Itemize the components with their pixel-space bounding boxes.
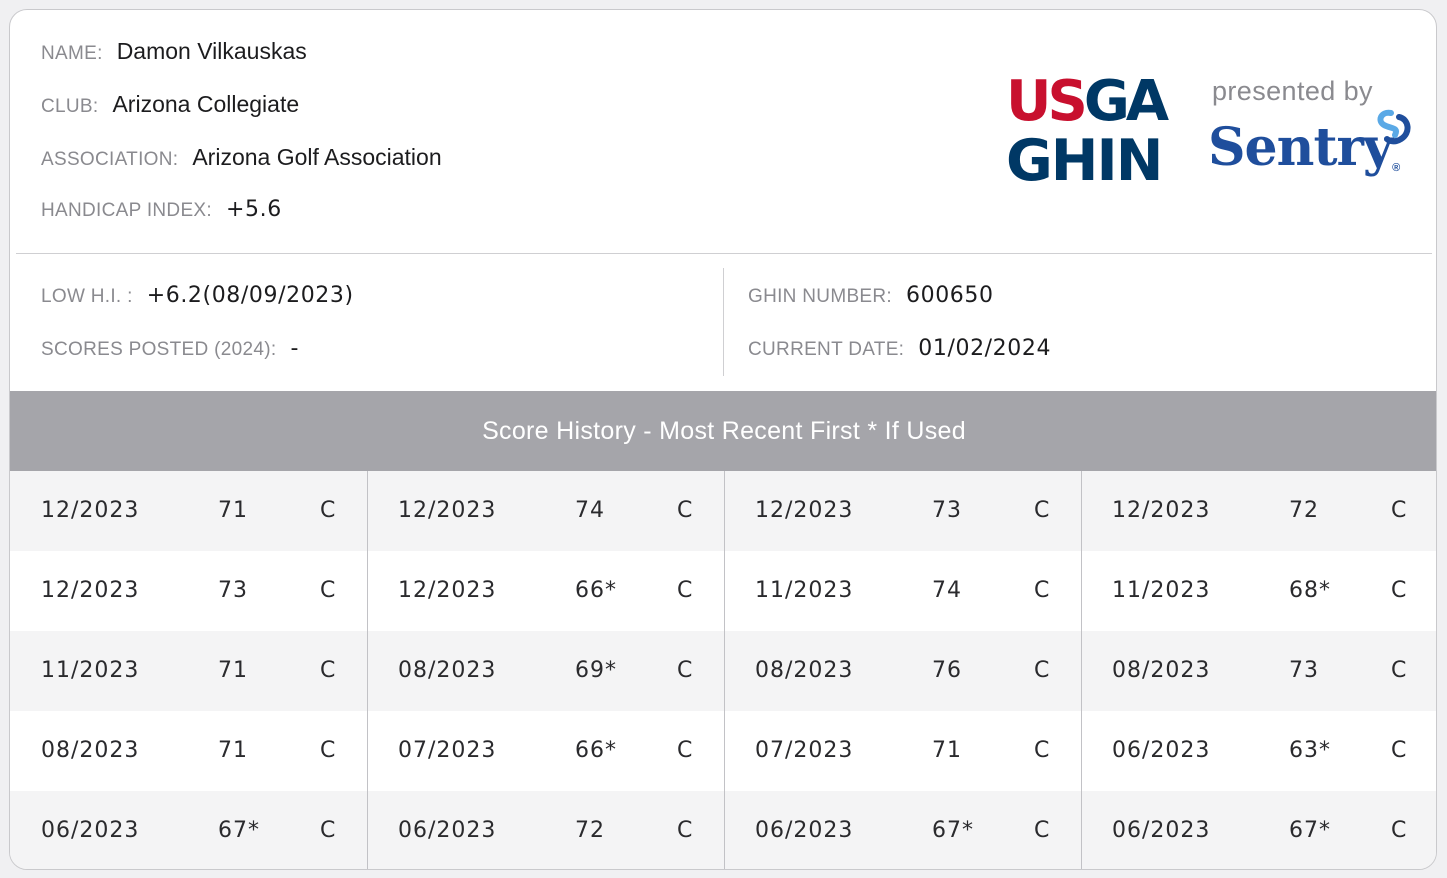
current-date-value: 01/02/2024 [918, 336, 1052, 361]
handicap-card [9, 9, 1437, 870]
score-value: 71 [218, 738, 248, 763]
score-type: C [1391, 578, 1408, 603]
score-type: C [320, 498, 337, 523]
score-history-title: Score History - Most Recent First * If Used [482, 416, 966, 445]
score-cell [10, 791, 367, 870]
score-type: C [677, 658, 694, 683]
score-value: 71 [932, 738, 962, 763]
score-date: 06/2023 [1112, 738, 1211, 763]
score-date: 08/2023 [41, 738, 140, 763]
ghin-logo: GHIN [1006, 128, 1162, 194]
ghin-number-row [748, 283, 994, 308]
score-cell [724, 711, 1081, 791]
presented-by-text: presented by [1212, 76, 1373, 106]
score-date: 06/2023 [755, 818, 854, 843]
score-cell [1081, 471, 1437, 551]
score-cell [367, 711, 724, 791]
score-type: C [1391, 818, 1408, 843]
usga-logo-us: US [1006, 69, 1084, 134]
score-type: C [1034, 578, 1051, 603]
score-type: C [1391, 658, 1408, 683]
column-divider [1081, 471, 1082, 870]
score-type: C [1391, 738, 1408, 763]
score-type: C [1034, 818, 1051, 843]
score-cell [10, 631, 367, 711]
score-cell [724, 551, 1081, 631]
score-type: C [677, 578, 694, 603]
name-label: NAME: [41, 43, 103, 64]
score-date: 11/2023 [1112, 578, 1211, 603]
club-label: CLUB: [41, 96, 99, 117]
score-date: 11/2023 [755, 578, 854, 603]
score-value: 67* [1289, 818, 1331, 843]
scores-posted-label: SCORES POSTED (2024): [41, 339, 277, 360]
stats-divider [723, 268, 724, 376]
scores-posted-row [41, 336, 299, 361]
score-type: C [1391, 498, 1408, 523]
club-row [41, 91, 299, 118]
score-date: 08/2023 [1112, 658, 1211, 683]
score-value: 73 [218, 578, 248, 603]
score-value: 71 [218, 658, 248, 683]
sentry-wordmark: Sentry [1208, 117, 1393, 178]
score-date: 07/2023 [755, 738, 854, 763]
handicap-index: +5.6 [225, 197, 282, 222]
score-value: 76 [932, 658, 962, 683]
score-value: 69* [575, 658, 617, 683]
score-value: 73 [932, 498, 962, 523]
score-date: 11/2023 [41, 658, 140, 683]
score-date: 12/2023 [41, 498, 140, 523]
low-hi-label: LOW H.I. : [41, 286, 133, 307]
score-cell [10, 471, 367, 551]
score-type: C [1034, 738, 1051, 763]
score-cell [367, 791, 724, 870]
score-cell [10, 551, 367, 631]
association-label: ASSOCIATION: [41, 149, 179, 170]
usga-logo-ga: GA [1083, 69, 1166, 134]
low-hi-value: +6.2(08/09/2023) [146, 283, 354, 308]
scores-posted-value: - [290, 336, 299, 361]
score-date: 12/2023 [398, 578, 497, 603]
score-value: 66* [575, 738, 617, 763]
score-type: C [677, 498, 694, 523]
score-date: 06/2023 [398, 818, 497, 843]
score-cell [724, 631, 1081, 711]
club-name: Arizona Collegiate [112, 91, 300, 117]
score-cell [1081, 551, 1437, 631]
ghin-number-value: 600650 [906, 283, 994, 308]
score-type: C [677, 738, 694, 763]
sentry-swoosh-icon [1369, 109, 1413, 149]
score-value: 66* [575, 578, 617, 603]
score-cell [1081, 711, 1437, 791]
column-divider [367, 471, 368, 870]
ghin-number-label: GHIN NUMBER: [748, 286, 892, 307]
score-value: 71 [218, 498, 248, 523]
score-cell [724, 471, 1081, 551]
usga-logo [1006, 69, 1166, 134]
handicap-row [41, 197, 282, 222]
score-cell [367, 631, 724, 711]
current-date-label: CURRENT DATE: [748, 339, 905, 360]
score-date: 07/2023 [398, 738, 497, 763]
score-history-header [10, 391, 1437, 471]
current-date-row [748, 336, 1051, 361]
score-date: 08/2023 [398, 658, 497, 683]
association-row [41, 144, 442, 171]
score-date: 06/2023 [1112, 818, 1211, 843]
column-divider [724, 471, 725, 870]
score-date: 12/2023 [398, 498, 497, 523]
score-cell [10, 711, 367, 791]
score-type: C [677, 818, 694, 843]
handicap-label: HANDICAP INDEX: [41, 200, 212, 221]
sentry-registered-mark: ® [1392, 162, 1400, 174]
score-cell [367, 471, 724, 551]
score-type: C [320, 818, 337, 843]
score-cell [1081, 791, 1437, 870]
score-value: 68* [1289, 578, 1331, 603]
name-row [41, 38, 307, 65]
score-value: 67* [932, 818, 974, 843]
score-value: 74 [575, 498, 605, 523]
score-value: 72 [575, 818, 605, 843]
score-date: 12/2023 [1112, 498, 1211, 523]
score-value: 72 [1289, 498, 1319, 523]
score-value: 63* [1289, 738, 1331, 763]
score-date: 12/2023 [755, 498, 854, 523]
association-name: Arizona Golf Association [192, 144, 442, 170]
score-value: 67* [218, 818, 260, 843]
score-date: 12/2023 [41, 578, 140, 603]
score-value: 74 [932, 578, 962, 603]
score-type: C [320, 738, 337, 763]
score-date: 08/2023 [755, 658, 854, 683]
score-date: 06/2023 [41, 818, 140, 843]
low-hi-row [41, 283, 354, 308]
score-cell [1081, 631, 1437, 711]
score-value: 73 [1289, 658, 1319, 683]
header-divider [16, 253, 1432, 254]
score-history-grid [10, 471, 1437, 870]
score-cell [724, 791, 1081, 870]
score-type: C [320, 578, 337, 603]
score-type: C [320, 658, 337, 683]
score-cell [367, 551, 724, 631]
score-type: C [1034, 498, 1051, 523]
player-name: Damon Vilkauskas [116, 38, 307, 64]
score-type: C [1034, 658, 1051, 683]
